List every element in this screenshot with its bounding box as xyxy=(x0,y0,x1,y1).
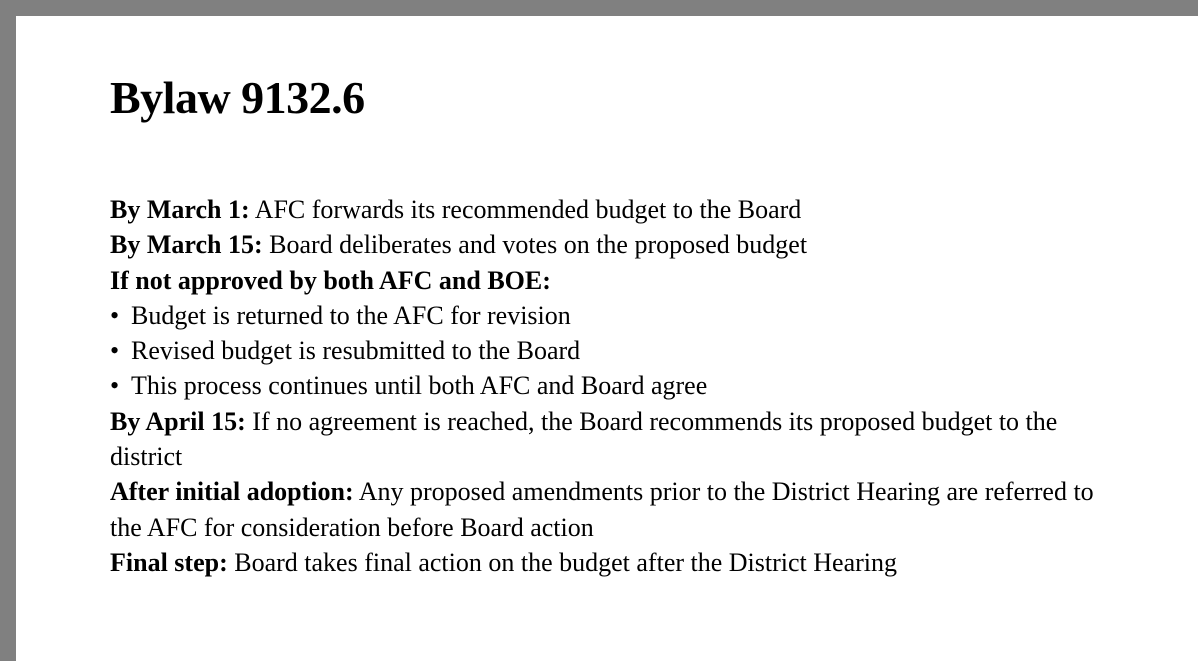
list-item xyxy=(110,192,1110,227)
item-label: By March 15: xyxy=(110,230,263,260)
bullet-text: This process continues until both AFC and Board agree xyxy=(131,371,708,401)
item-text: Board takes final action on the budget after the District Hearing xyxy=(227,547,898,577)
slide xyxy=(16,16,1198,661)
list-item xyxy=(110,263,1110,298)
bullet-icon: • xyxy=(110,300,120,330)
list-item xyxy=(110,474,1110,545)
page-title: Bylaw 9132.6 xyxy=(110,72,365,123)
list-item xyxy=(110,227,1110,262)
item-label: By April 15: xyxy=(110,406,246,436)
bullet-item xyxy=(110,368,1110,403)
bullet-icon: • xyxy=(110,371,120,401)
item-text: AFC forwards its recommended budget to the Board xyxy=(249,195,802,224)
item-label: If not approved by both AFC and BOE: xyxy=(110,265,551,295)
bullet-item xyxy=(110,333,1110,368)
item-label: By March 1: xyxy=(110,195,250,224)
bullet-item xyxy=(110,298,1110,333)
bullet-icon: • xyxy=(110,336,120,366)
list-item xyxy=(110,545,1110,580)
bullet-text: Budget is returned to the AFC for revision xyxy=(131,300,571,330)
list-item xyxy=(110,404,1110,475)
item-text: Any proposed amendments prior to the District Hearing are referred to the AFC for consideration before Board action xyxy=(110,477,1094,542)
item-label: Final step: xyxy=(110,547,228,577)
item-label: After initial adoption: xyxy=(110,477,354,507)
bullet-text: Revised budget is resubmitted to the Board xyxy=(131,336,581,366)
item-text: If no agreement is reached, the Board recommends its proposed budget to the district xyxy=(110,406,1058,472)
slide-body xyxy=(110,192,1110,580)
item-text: Board deliberates and votes on the proposed budget xyxy=(262,230,808,260)
